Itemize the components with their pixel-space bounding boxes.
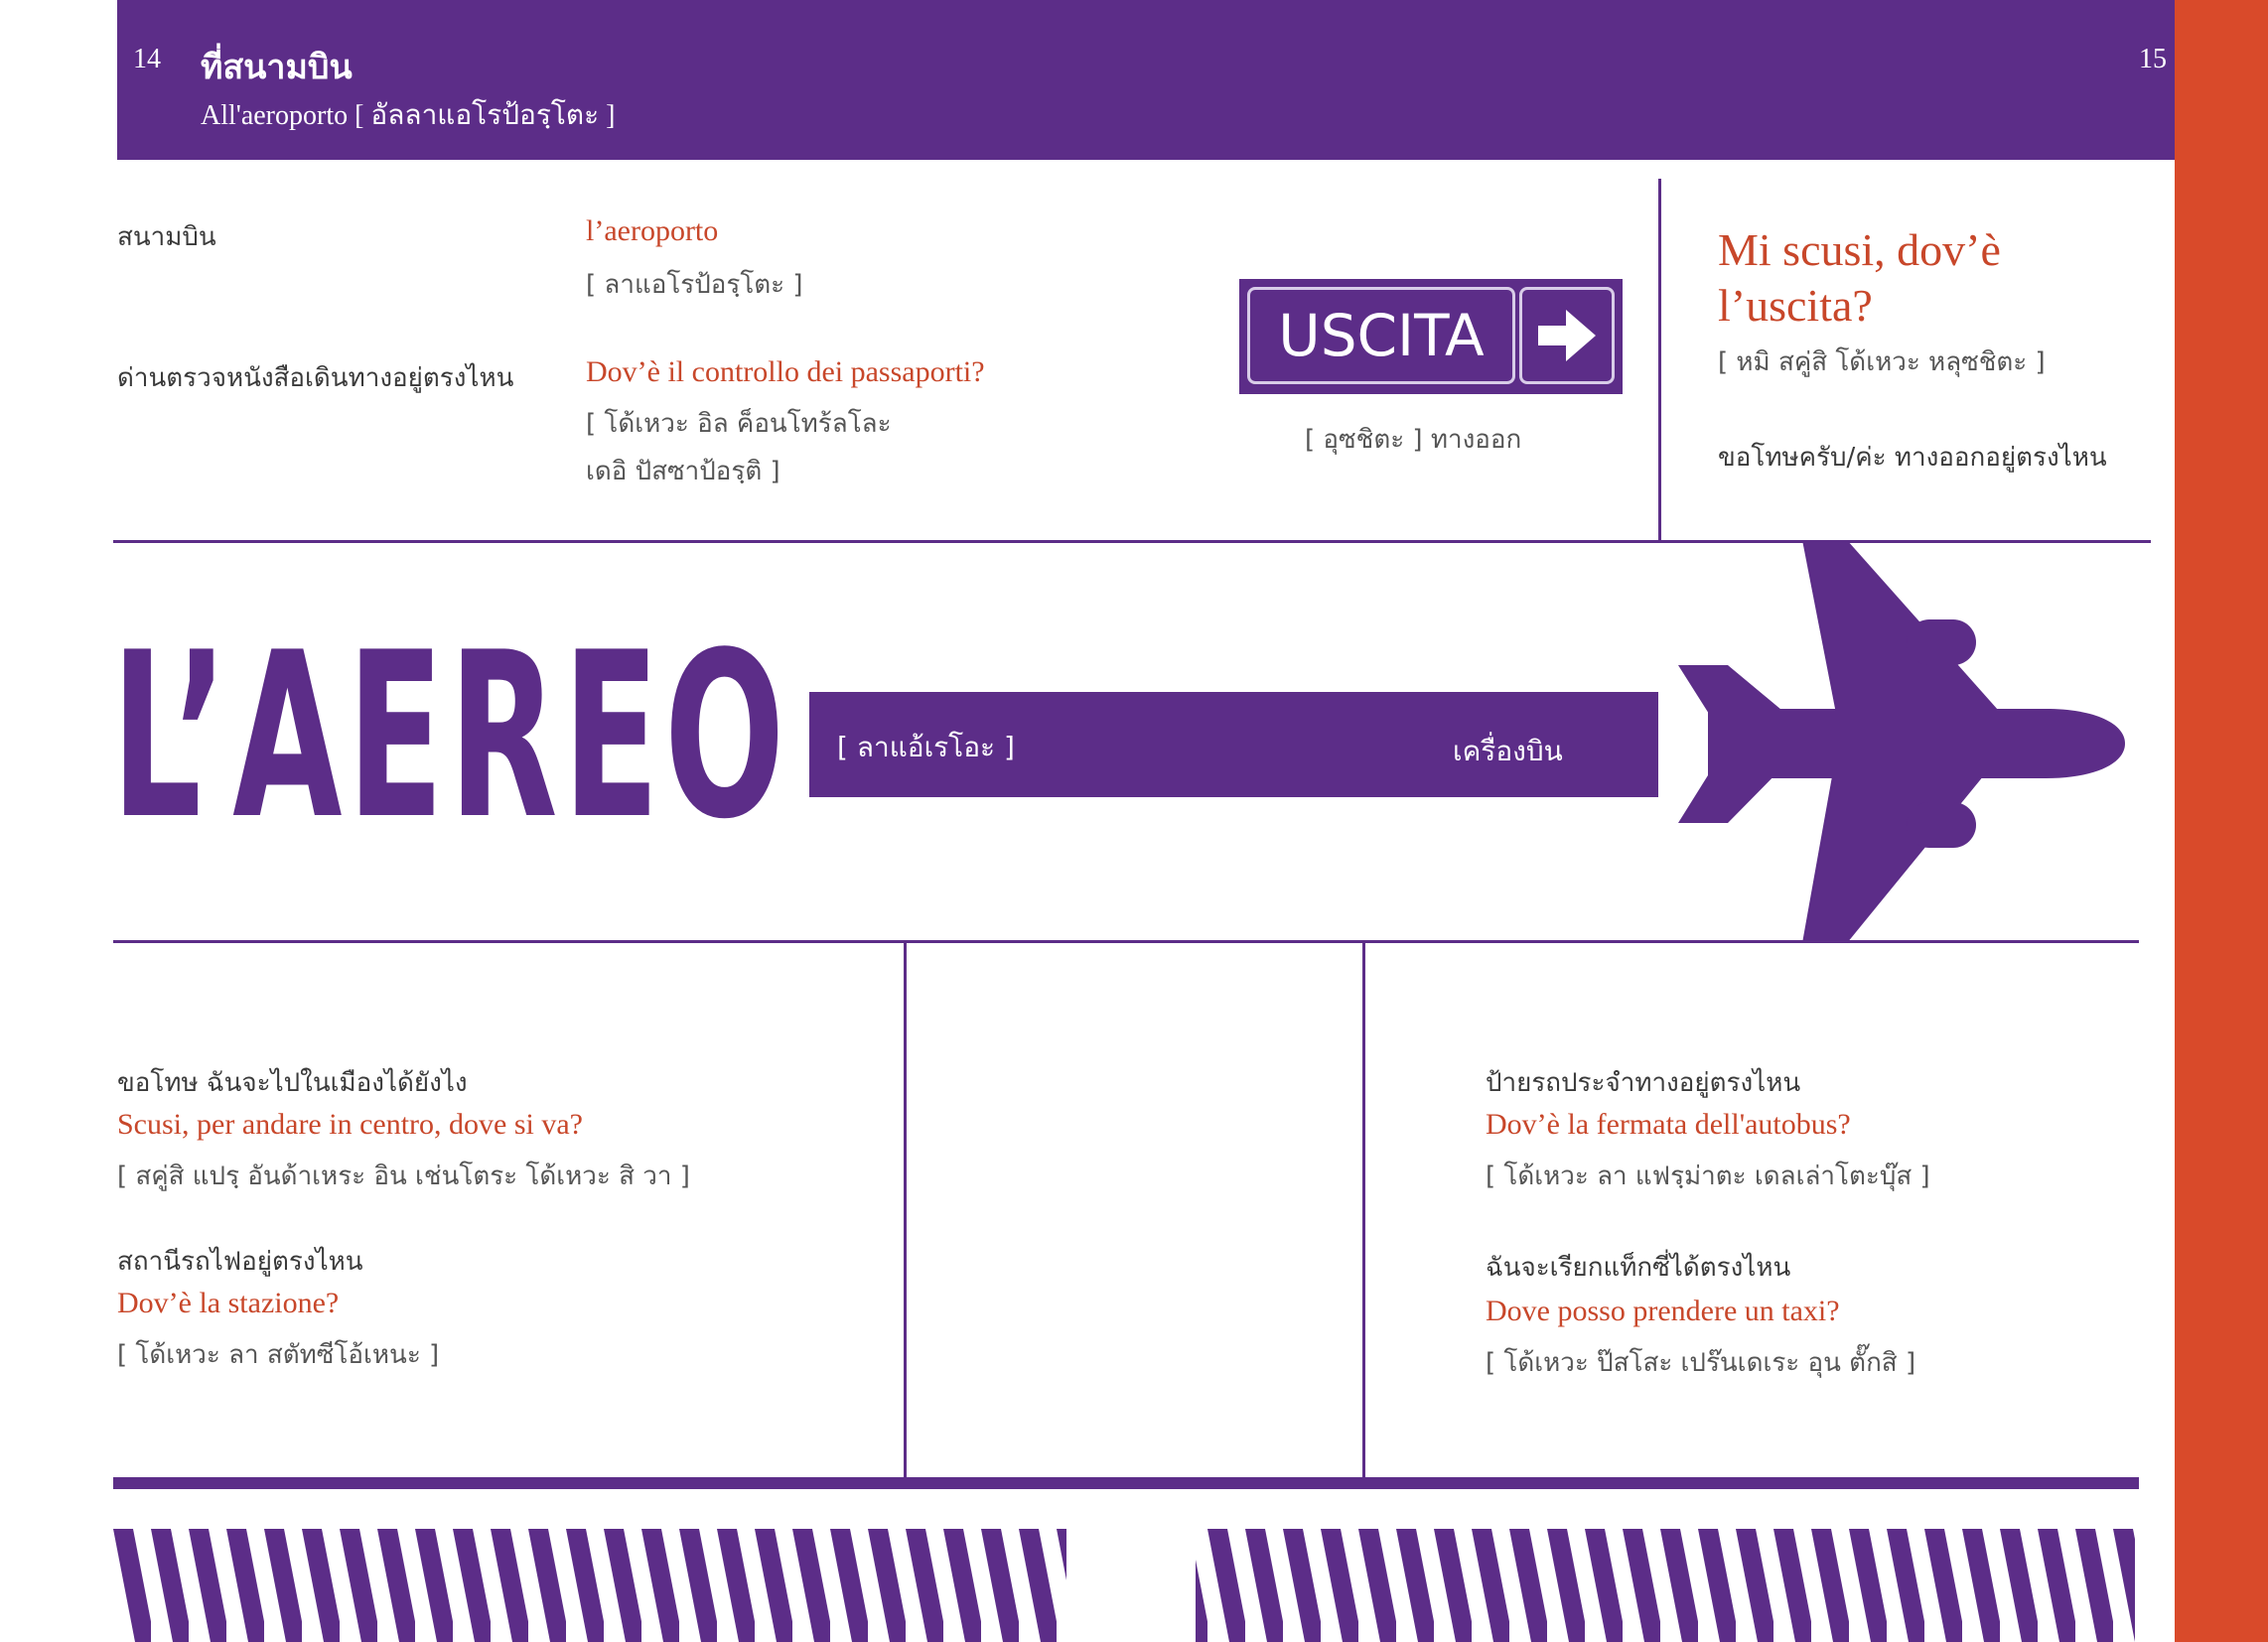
headline-word: L’AEREO [111, 605, 790, 870]
page-title: ที่สนามบิน [201, 48, 353, 87]
phrase-italian: Dov’è la stazione? [117, 1287, 340, 1319]
callout-italian [1718, 222, 2001, 334]
phrase-italian: Dov’è il controllo dei passaporti? [586, 355, 985, 388]
callout-italian-line: Mi scusi, dov’è [1718, 224, 2001, 275]
divider-bottom [113, 1477, 2139, 1489]
phrase-pronunciation: [ โด้เหวะ ป๊สโสะ เปร๊นเดเระ อุน ตั๊กสิ ] [1486, 1348, 1916, 1378]
runway-stripes [113, 1529, 2143, 1642]
phrase-italian: Dov’è la fermata dell'autobus? [1486, 1108, 1851, 1141]
phrase-thai: ขอโทษ ฉันจะไปในเมืองได้ยังไง [117, 1068, 468, 1098]
phrase-pronunciation: เดอิ ปัสซาป้อรฺติ ] [586, 457, 780, 486]
phrase-italian: Dove posso prendere un taxi? [1486, 1295, 1840, 1327]
airplane-icon [1668, 540, 2135, 943]
page-number-right: 15 [2139, 44, 2167, 74]
callout-divider [1658, 179, 1661, 542]
phrase-italian: Scusi, per andare in centro, dove si va? [117, 1108, 583, 1141]
column-divider [904, 943, 907, 1479]
phrase-thai: ป้ายรถประจำทางอยู่ตรงไหน [1486, 1068, 1801, 1098]
phrase-pronunciation: [ โด้เหวะ ลา สตัทซีโอ้เหนะ ] [117, 1340, 440, 1370]
phrase-thai: สนามบิน [117, 222, 216, 252]
phrase-pronunciation: [ โด้เหวะ อิล ค็อนโทร้ลโละ [586, 409, 892, 439]
headline-bar [809, 692, 1658, 797]
arrow-right-icon [1519, 287, 1615, 384]
phrase-italian: l’aeroporto [586, 214, 719, 247]
phrase-pronunciation: [ ลาแอโรป้อรฺโตะ ] [586, 270, 803, 300]
phrase-thai: ฉันจะเรียกแท็กซี่ได้ตรงไหน [1486, 1253, 1791, 1283]
callout-italian-line: l’uscita? [1718, 280, 1873, 331]
column-divider [1362, 943, 1365, 1479]
phrase-pronunciation: [ สคู่สิ แปรฺ อันด้าเหระ อิน เช่นโตระ โด้เหวะ สิ วา ] [117, 1162, 690, 1191]
phrase-thai: ด่านตรวจหนังสือเดินทางอยู่ตรงไหน [117, 363, 514, 393]
phrase-thai: สถานีรถไฟอยู่ตรงไหน [117, 1247, 363, 1277]
headline-thai: เครื่องบิน [1453, 735, 1563, 767]
page-header [117, 0, 2175, 160]
callout-thai: ขอโทษครับ/ค่ะ ทางออกอยู่ตรงไหน [1718, 443, 2107, 473]
headline-pronunciation: [ ลาแอ้เรโอะ ] [837, 731, 1015, 763]
page-number-left: 14 [133, 44, 161, 74]
phrase-pronunciation: [ โด้เหวะ ลา แฟรฺม่าตะ เดลเล่าโตะบุ๊ส ] [1486, 1162, 1930, 1191]
side-color-bar [2175, 0, 2268, 1642]
page-subtitle: All'aeroporto [ อัลลาแอโรป้อรฺโตะ ] [201, 100, 616, 131]
exit-sign-label: USCITA [1278, 302, 1485, 369]
callout-pronunciation: [ หมิ สคู่สิ โด้เหวะ หลุซชิตะ ] [1718, 347, 2046, 377]
exit-sign-caption: [ อุซชิตะ ] ทางออก [1305, 425, 1522, 455]
exit-sign [1239, 279, 1623, 394]
